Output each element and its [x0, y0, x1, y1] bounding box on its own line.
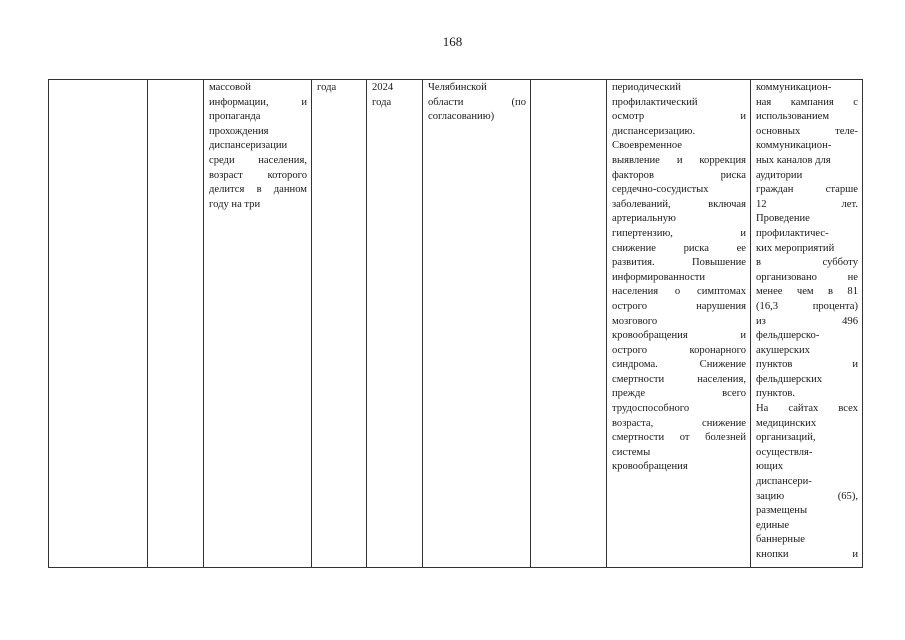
cell-line: возраст которого: [209, 169, 307, 181]
cell-line: организовано не: [756, 271, 858, 283]
cell-line: году на три: [209, 198, 261, 210]
cell-line: смертности населения,: [612, 373, 746, 385]
cell-line: фельдшерских: [756, 373, 823, 385]
cell-line: использованием: [756, 111, 830, 123]
cell-col6: [423, 80, 531, 568]
cell-line: периодический: [612, 82, 681, 93]
page-number: 168: [442, 34, 463, 49]
cell-line: менее чем в 81: [756, 286, 858, 298]
cell-line: развития. Повышение: [612, 257, 746, 269]
cell-line: сердечно-сосудистых: [612, 184, 709, 196]
cell-line: факторов риска: [612, 169, 746, 181]
cell-line: системы: [612, 446, 651, 458]
cell-line: 12 лет.: [756, 198, 858, 210]
cell-line: граждан старше: [756, 184, 858, 196]
cell-line: смертности от болезней: [612, 432, 746, 444]
cell-col4: [312, 80, 367, 568]
cell-line: выявление и коррекция: [612, 154, 746, 166]
cell-line: осмотр и: [612, 111, 746, 123]
cell-line: ная кампания с: [756, 96, 858, 108]
cell-line: острого нарушения: [612, 300, 746, 312]
cell-line: острого коронарного: [612, 344, 746, 356]
cell-col1: [49, 80, 148, 568]
cell-line: населения о симптомах: [612, 286, 746, 298]
cell-line: мозгового: [612, 315, 658, 327]
cell-line: диспансеризацию.: [612, 125, 696, 137]
table-row: [49, 80, 863, 568]
cell-line: баннерные: [756, 534, 805, 546]
cell-line: согласованию): [428, 111, 495, 123]
cell-line: Проведение: [756, 213, 810, 225]
cell-line: пропаганда: [209, 111, 261, 123]
cell-line: ных каналов для: [756, 154, 831, 166]
cell-line: кровообращения: [612, 461, 688, 473]
cell-line: заболеваний, включая: [612, 198, 746, 210]
cell-line: делится в данном: [209, 184, 307, 196]
cell-line: среди населения,: [209, 154, 307, 166]
cell-line: медицинских: [756, 417, 817, 429]
cell-line: кнопки и: [756, 549, 858, 560]
cell-line: профилактичес-: [756, 227, 829, 239]
cell-line: 2024: [372, 82, 394, 93]
cell-line: организаций,: [756, 432, 816, 444]
cell-col2: [148, 80, 204, 568]
cell-line: года: [317, 82, 337, 93]
cell-line: пунктов.: [756, 388, 796, 400]
cell-line: осуществля-: [756, 446, 813, 458]
cell-line: размещены: [756, 505, 808, 517]
cell-line: аудитории: [756, 169, 803, 181]
document-table: [48, 79, 863, 568]
cell-line: информации, и: [209, 96, 307, 108]
cell-line: фельдшерско-: [756, 330, 820, 342]
cell-line: зацию (65),: [756, 490, 858, 502]
cell-line: прежде всего: [612, 388, 746, 400]
cell-col5: [367, 80, 423, 568]
cell-line: синдрома. Снижение: [612, 359, 746, 371]
cell-line: кровообращения и: [612, 330, 746, 342]
cell-line: диспансери-: [756, 476, 812, 488]
cell-line: информированности: [612, 271, 706, 283]
cell-line: коммуникацион-: [756, 140, 832, 152]
cell-line: профилактический: [612, 96, 698, 108]
cell-line: массовой: [209, 82, 251, 93]
cell-line: пунктов и: [756, 359, 858, 371]
cell-line: снижение риска ее: [612, 242, 746, 254]
cell-col3: [204, 80, 312, 568]
cell-line: Своевременное: [612, 140, 682, 152]
cell-line: из 496: [756, 315, 858, 327]
cell-line: акушерских: [756, 344, 810, 356]
cell-col8: [607, 80, 751, 568]
cell-line: ких мероприятий: [756, 242, 835, 254]
cell-line: гипертензию, и: [612, 227, 746, 239]
cell-col7: [531, 80, 607, 568]
cell-col9: [751, 80, 863, 568]
cell-line: коммуникацион-: [756, 82, 832, 93]
cell-line: в субботу: [756, 257, 858, 269]
cell-line: основных теле-: [756, 125, 858, 137]
cell-line: трудоспособного: [612, 403, 690, 415]
cell-line: возраста, снижение: [612, 417, 746, 429]
cell-line: единые: [756, 519, 790, 531]
cell-line: области (по: [428, 96, 526, 108]
cell-line: прохождения: [209, 125, 269, 137]
cell-line: года: [372, 96, 392, 108]
cell-line: ющих: [756, 461, 784, 473]
cell-line: диспансеризации: [209, 140, 288, 152]
cell-line: (16,3 процента): [756, 300, 858, 312]
cell-line: Челябинской: [428, 82, 487, 93]
cell-line: На сайтах всех: [756, 403, 858, 415]
cell-line: артериальную: [612, 213, 676, 225]
